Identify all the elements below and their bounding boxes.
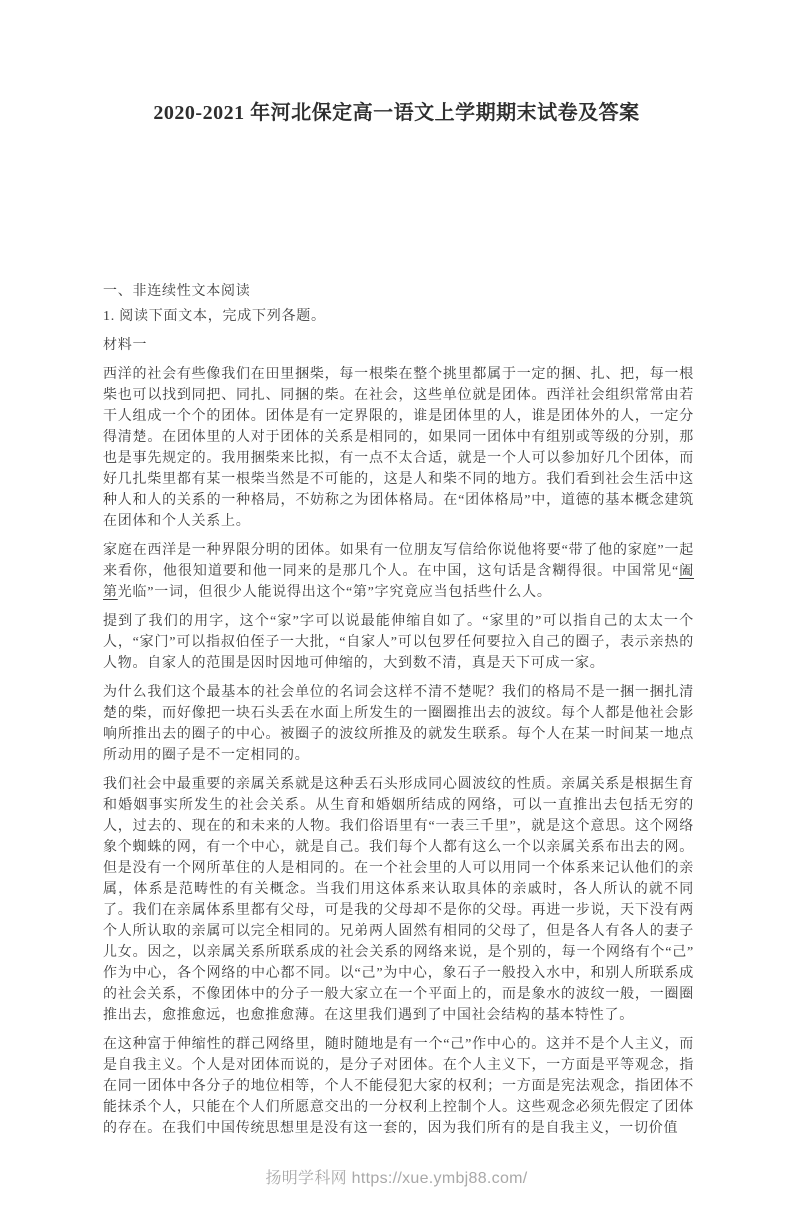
- material-paragraphs: [103, 364, 694, 1139]
- document-body: [103, 281, 694, 1139]
- material-paragraph: 我们社会中最重要的亲属关系就是这种丢石头形成同心圆波纹的性质。亲属关系是根据生育和婚姻事实所发生的社会关系。从生育和婚姻所结成的网络，可以一直推出去包括无穷的人，过去的、现在的和未来的人物。我们俗语里有“一表三千里”，就是这个意思。这个网络象个蜘蛛的网，有一个中心，就是自己。我们每个人都有这么一个以亲属关系布出去的网。但是没有一个网所革住的人是相同的。在一个社会里的人可以用同一个体系来记认他们的亲属，体系是范畴性的有关概念。当我们用这体系来认取具体的亲戚时，各人所认的就不同了。我们在亲属体系里都有父母，可是我的父母却不是你的父母。再进一步说，天下没有两个人所认取的亲属可以完全相同的。兄弟两人固然有相同的父母了，但是各人有各人的妻子儿女。因之，以亲属关系所联系成的社会关系的网络来说，是个别的，每一个网络有个“己”作为中心，各个网络的中心都不同。以“己”为中心，象石子一般投入水中，和别人所联系成的社会关系，不像团体中的分子一般大家立在一个平面上的，而是象水的波纹一般，一圈圈推出去，愈推愈远，也愈推愈薄。在这里我们遇到了中国社会结构的基本特性了。: [103, 777, 694, 1023]
- footer-watermark: 扬明学科网 https://xue.ymbj88.com/: [265, 1170, 528, 1187]
- document-title: 2020-2021 年河北保定高一语文上学期期末试卷及答案: [153, 102, 640, 124]
- material-paragraph: 家庭在西洋是一种界限分明的团体。如果有一位朋友写信给你说他将要“带了他的家庭”一起来看你，他很知道要和他一同来的是那几个人。在中国，这句话是含糊得很。中国常见“阖第光临”一词，但很少人能说得出这个“第”字究竟应当包括些什么人。: [103, 543, 695, 600]
- material-label: 材料一: [103, 338, 148, 353]
- material-paragraph: 西洋的社会有些像我们在田里捆柴，每一根柴在整个挑里都属于一定的捆、扎、把，每一根柴也可以找到同把、同扎、同捆的柴。在社会，这些单位就是团体。西洋社会组织常常由若干人组成一个个的团体。团体是有一定界限的，谁是团体里的人，谁是团体外的人，一定分得清楚。在团体里的人对于团体的关系是相同的，如果同一团体中有组别或等级的分别，那也是事先规定的。我用捆柴来比拟，有一点不太合适，就是一个人可以参加好几个团体，而好几扎柴里都有某一根柴当然是不可能的，这是人和柴不同的地方。我们看到社会生活中这种人和人的关系的一种格局，不妨称之为团体格局。在“团体格局”中，道德的基本概念建筑在团体和个人关系上。: [103, 367, 694, 529]
- material-paragraph: 在这种富于伸缩性的群己网络里，随时随地是有一个“己”作中心的。这并不是个人主义，而是自我主义。个人是对团体而说的，是分子对团体。在个人主义下，一方面是平等观念，指在同一团体中各分子的地位相等，个人不能侵犯大家的权利；一方面是宪法观念，指团体不能抹杀个人，只能在个人们所愿意交出的一分权利上控制个人。这些观念必须先假定了团体的存在。在我们中国传统思想里是没有这一套的，因为我们所有的是自我主义，一切价值: [103, 1037, 694, 1136]
- material-paragraph: 为什么我们这个最基本的社会单位的名词会这样不清不楚呢？我们的格局不是一捆一捆扎清楚的柴，而好像把一块石头丢在水面上所发生的一圈圈推出去的波纹。每个人都是他社会影响所推出去的圈子的中心。被圈子的波纹所推及的就发生联系。每个人在某一时间某一地点所动用的圈子是不一定相同的。: [103, 685, 694, 763]
- question-lead: 1. 阅读下面文本，完成下列各题。: [103, 309, 326, 324]
- exam-paper-page: [0, 100, 793, 1222]
- page-footer: [0, 1169, 793, 1189]
- section-heading: 一、非连续性文本阅读: [103, 284, 251, 299]
- material-paragraph: 提到了我们的用字，这个“家”字可以说最能伸缩自如了。“家里的”可以指自己的太太一个人，“家门”可以指叔伯侄子一大批，“自家人”可以包罗任何要拉入自己的圈子，表示亲热的人物。自家人的范围是因时因地可伸缩的，大到数不清，真是天下可成一家。: [103, 614, 694, 671]
